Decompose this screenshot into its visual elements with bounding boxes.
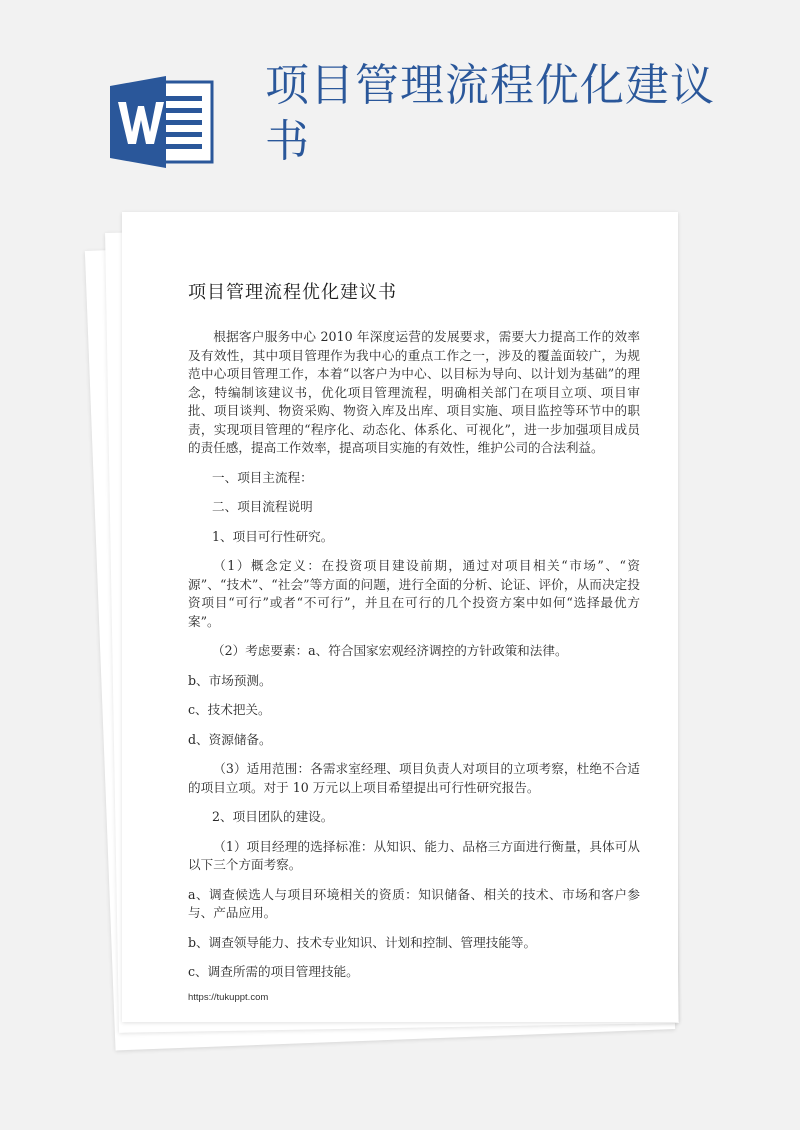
subsection-heading: 1、项目可行性研究。	[212, 528, 334, 544]
paragraph: （3）适用范围：各需求室经理、项目负责人对项目的立项考察，杜绝不合适的项目立项。对于 10 万元以上项目希望提出可行性研究报告。	[188, 761, 640, 795]
list-item: a、调查候选人与项目环境相关的资质：知识储备、相关的技术、市场和客户参与、产品应用。	[188, 886, 640, 920]
banner-title: 项目管理流程优化建议书	[265, 60, 715, 167]
list-item: d、资源储备。	[188, 731, 272, 747]
banner-header	[0, 0, 800, 200]
list-item: c、调查所需的项目管理技能。	[188, 964, 359, 979]
paragraph: （1）概念定义：在投资项目建设前期，通过对项目相关“市场”、“资源”、“技术”、“社会”等方面的问题，进行全面的分析、论证、评价，从而决定投资项目“可行”或者“不可行”，并且在可行的几个投资方案中如何“选择最优方案”。	[188, 558, 640, 629]
section-heading: 二、项目流程说明	[212, 499, 313, 514]
intro-paragraph: 根据客户服务中心 2010 年深度运营的发展要求，需要大力提高工作的效率及有效性，其中项目管理作为我中心的重点工作之一，涉及的覆盖面较广，为规范中心项目管理工作，本着“以客户为中心、以目标为导向、以计划为基础”的理念，特编制该建议书，优化项目管理流程，明确相关部门在项目立项、项目审批、项目谈判、物资采购、物资入库及出库、项目实施、项目监控等环节中的职责，实现项目管理的“程序化、动态化、体系化、可视化”，进一步加强项目成员的责任感，提高工作效率，提高项目实施的有效性，维护公司的合法利益。	[188, 329, 640, 455]
subsection-heading: 2、项目团队的建设。	[212, 809, 334, 824]
document-body	[188, 280, 640, 993]
word-document-icon	[110, 76, 214, 168]
list-item: b、市场预测。	[188, 672, 272, 688]
list-item: b、调查领导能力、技术专业知识、计划和控制、管理技能等。	[188, 934, 537, 950]
paragraph: （1）项目经理的选择标准：从知识、能力、品格三方面进行衡量，具体可从以下三个方面考察。	[188, 838, 640, 872]
document-title: 项目管理流程优化建议书	[188, 282, 397, 303]
paragraph: （2）考虑要素：a、符合国家宏观经济调控的方针政策和法律。	[212, 643, 568, 658]
footer-url: https://tukuppt.com	[188, 992, 269, 1003]
section-heading: 一、项目主流程：	[212, 469, 313, 485]
list-item: c、技术把关。	[188, 702, 271, 717]
